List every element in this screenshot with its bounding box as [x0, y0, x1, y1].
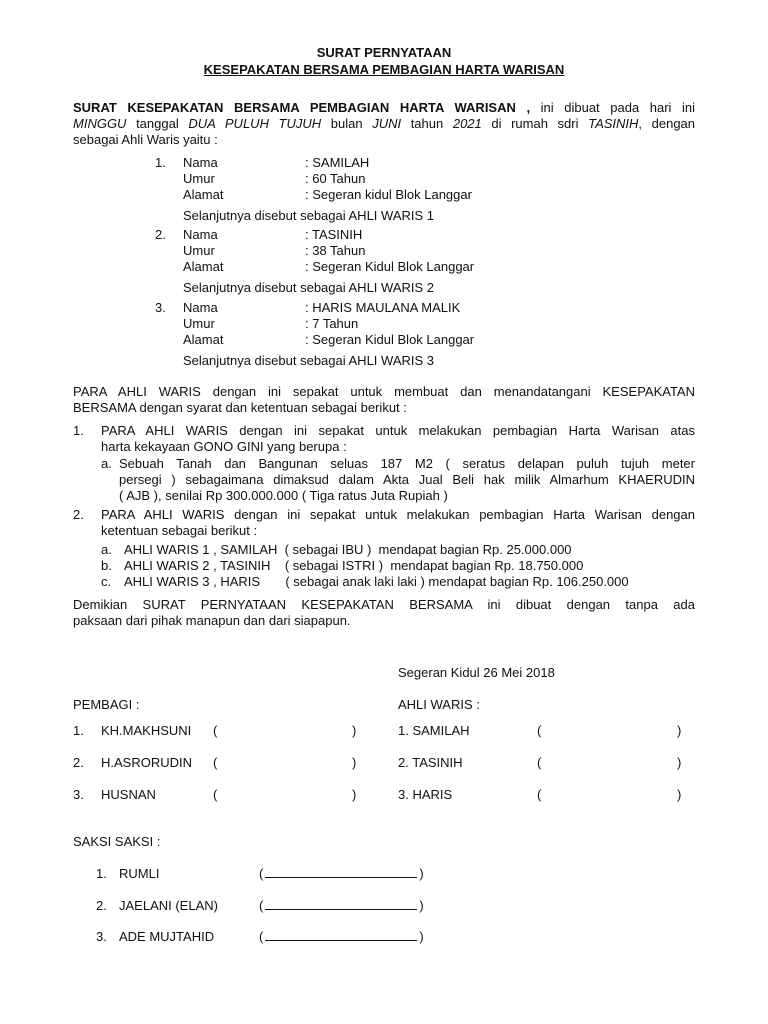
heir-1-alamat-label: Alamat	[183, 187, 224, 202]
witness-1-signature-line	[259, 866, 424, 882]
witness-3-signature-line	[259, 929, 424, 945]
intro-text-5: di rumah sdri	[491, 116, 579, 131]
heir-1-umur-label: Umur	[183, 171, 215, 186]
clause-2-item-c-text: AHLI WARIS 3 , HARIS ( sebagai anak laki laki ) mendapat bagian Rp. 106.250.000	[124, 574, 629, 589]
heir-2-umur-label: Umur	[183, 243, 215, 258]
clause-2-item-a-letter: a.	[101, 542, 112, 557]
agreement-line-2: BERSAMA dengan syarat dan ketentuan sebagai berikut :	[73, 400, 407, 415]
witness-2-number: 2.	[96, 898, 107, 913]
heir-3-nama-value: : HARIS MAULANA MALIK	[305, 300, 461, 315]
intro-text-4: tahun	[410, 116, 444, 131]
intro-line-3: sebagai Ahli Waris yaitu :	[73, 132, 218, 147]
pembagi-1-open-paren: (	[213, 723, 218, 738]
intro-text-1: ini dibuat pada hari ini	[530, 100, 695, 115]
heir-3-number: 3.	[155, 300, 166, 315]
ahli-waris-1-name: 1. SAMILAH	[398, 723, 470, 738]
heir-2-nama-value: : TASINIH	[305, 227, 363, 242]
witness-2-close-paren: )	[419, 898, 424, 913]
ahli-waris-2-name: 2. TASINIH	[398, 755, 463, 770]
witness-1-blank	[265, 866, 417, 878]
heir-3-alamat-label: Alamat	[183, 332, 224, 347]
pembagi-label: PEMBAGI :	[73, 697, 140, 712]
pembagi-1-number: 1.	[73, 723, 84, 738]
clause-2-line-1: PARA AHLI WARIS dengan ini sepakat untuk melakukan pembagian Harta Warisan dengan	[101, 507, 695, 522]
intro-host: TASINIH	[588, 116, 639, 131]
intro-year: 2021	[452, 116, 482, 131]
ahli-waris-label: AHLI WARIS :	[398, 697, 480, 712]
clause-1-item-letter: a.	[101, 456, 112, 471]
witness-3-close-paren: )	[419, 929, 424, 944]
intro-line-1	[73, 100, 695, 116]
pembagi-3-name: HUSNAN	[101, 787, 156, 802]
place-date: Segeran Kidul 26 Mei 2018	[398, 665, 555, 680]
intro-line-2	[73, 116, 695, 132]
ahli-waris-1-open-paren: (	[537, 723, 542, 738]
witness-1-open-paren: (	[259, 866, 264, 881]
clause-2-number: 2.	[73, 507, 84, 522]
heir-3-nama-label: Nama	[183, 300, 218, 315]
witnesses-label: SAKSI SAKSI :	[73, 834, 161, 849]
ahli-waris-3-open-paren: (	[537, 787, 542, 802]
heir-3-umur-value: : 7 Tahun	[305, 316, 359, 331]
pembagi-2-open-paren: (	[213, 755, 218, 770]
intro-month: JUNI	[372, 116, 402, 131]
heir-2-number: 2.	[155, 227, 166, 242]
agreement-line-1: PARA AHLI WARIS dengan ini sepakat untuk membuat dan menandatangani KESEPAKATAN	[73, 384, 695, 399]
heir-3-alamat-value: : Segeran Kidul Blok Langgar	[305, 332, 475, 347]
intro-text-3: bulan	[330, 116, 363, 131]
witness-1-close-paren: )	[419, 866, 424, 881]
closing-line-2: paksaan dari pihak manapun dan dari siapapun.	[73, 613, 351, 628]
witness-3-name: ADE MUJTAHID	[119, 929, 215, 944]
heir-1-umur-value: : 60 Tahun	[305, 171, 366, 186]
heir-1-note: Selanjutnya disebut sebagai AHLI WARIS 1	[183, 208, 434, 223]
pembagi-2-name: H.ASRORUDIN	[101, 755, 193, 770]
clause-1-number: 1.	[73, 423, 84, 438]
witness-2-blank	[265, 898, 417, 910]
clause-1-line-1: PARA AHLI WARIS dengan ini sepakat untuk melakukan pembagian Harta Warisan atas	[101, 423, 695, 438]
clause-1-item-line-1: Sebuah Tanah dan Bangunan seluas 187 M2 ( seratus delapan puluh tujuh meter	[119, 456, 695, 471]
pembagi-2-number: 2.	[73, 755, 84, 770]
clause-1-line-2: harta kekayaan GONO GINI yang berupa :	[101, 439, 347, 454]
heir-1-number: 1.	[155, 155, 166, 170]
pembagi-3-open-paren: (	[213, 787, 218, 802]
witness-3-number: 3.	[96, 929, 107, 944]
witness-1-number: 1.	[96, 866, 107, 881]
witness-3-blank	[265, 929, 417, 941]
witness-2-signature-line	[259, 898, 424, 914]
intro-bold-title: SURAT KESEPAKATAN BERSAMA PEMBAGIAN HARTA WARISAN ,	[73, 100, 531, 115]
pembagi-1-name: KH.MAKHSUNI	[101, 723, 192, 738]
pembagi-3-number: 3.	[73, 787, 84, 802]
ahli-waris-2-open-paren: (	[537, 755, 542, 770]
clause-2-line-2: ketentuan sebagai berikut :	[101, 523, 258, 538]
heir-1-nama-value: : SAMILAH	[305, 155, 370, 170]
heir-2-alamat-label: Alamat	[183, 259, 224, 274]
clause-2-item-b-text: AHLI WARIS 2 , TASINIH ( sebagai ISTRI ) mendapat bagian Rp. 18.750.000	[124, 558, 584, 573]
witness-2-open-paren: (	[259, 898, 264, 913]
heir-2-nama-label: Nama	[183, 227, 218, 242]
clause-2-item-c-letter: c.	[101, 574, 112, 589]
heir-2-alamat-value: : Segeran Kidul Blok Langgar	[305, 259, 475, 274]
clause-1-item-line-3: ( AJB ), senilai Rp 300.000.000 ( Tiga ratus Juta Rupiah )	[119, 488, 448, 503]
heir-3-note: Selanjutnya disebut sebagai AHLI WARIS 3	[183, 353, 434, 368]
document-title: SURAT PERNYATAAN	[316, 45, 452, 60]
intro-text-6: , dengan	[638, 116, 696, 131]
intro-text-2: tanggal	[136, 116, 179, 131]
ahli-waris-2-close-paren: )	[677, 755, 682, 770]
heir-1-alamat-value: : Segeran kidul Blok Langgar	[305, 187, 472, 202]
pembagi-1-close-paren: )	[352, 723, 357, 738]
intro-date-words: DUA PULUH TUJUH	[188, 116, 322, 131]
heir-3-umur-label: Umur	[183, 316, 215, 331]
document-subtitle: KESEPAKATAN BERSAMA PEMBAGIAN HARTA WARISAN	[203, 62, 565, 77]
intro-day: MINGGU	[73, 116, 127, 131]
heir-2-umur-value: : 38 Tahun	[305, 243, 366, 258]
clause-2-item-a-text: AHLI WARIS 1 , SAMILAH ( sebagai IBU ) mendapat bagian Rp. 25.000.000	[124, 542, 572, 557]
pembagi-2-close-paren: )	[352, 755, 357, 770]
ahli-waris-3-name: 3. HARIS	[398, 787, 453, 802]
clause-2-item-b-letter: b.	[101, 558, 112, 573]
clause-1-item-line-2: persegi ) sebagaimana dimaksud dalam Akta Jual Beli hak milik Almarhum KHAERUDIN	[119, 472, 695, 487]
ahli-waris-3-close-paren: )	[677, 787, 682, 802]
witness-1-name: RUMLI	[119, 866, 160, 881]
closing-line-1: Demikian SURAT PERNYATAAN KESEPAKATAN BERSAMA ini dibuat dengan tanpa ada	[73, 597, 695, 612]
ahli-waris-1-close-paren: )	[677, 723, 682, 738]
heir-2-note: Selanjutnya disebut sebagai AHLI WARIS 2	[183, 280, 434, 295]
pembagi-3-close-paren: )	[352, 787, 357, 802]
witness-3-open-paren: (	[259, 929, 264, 944]
heir-1-nama-label: Nama	[183, 155, 218, 170]
witness-2-name: JAELANI (ELAN)	[119, 898, 218, 913]
